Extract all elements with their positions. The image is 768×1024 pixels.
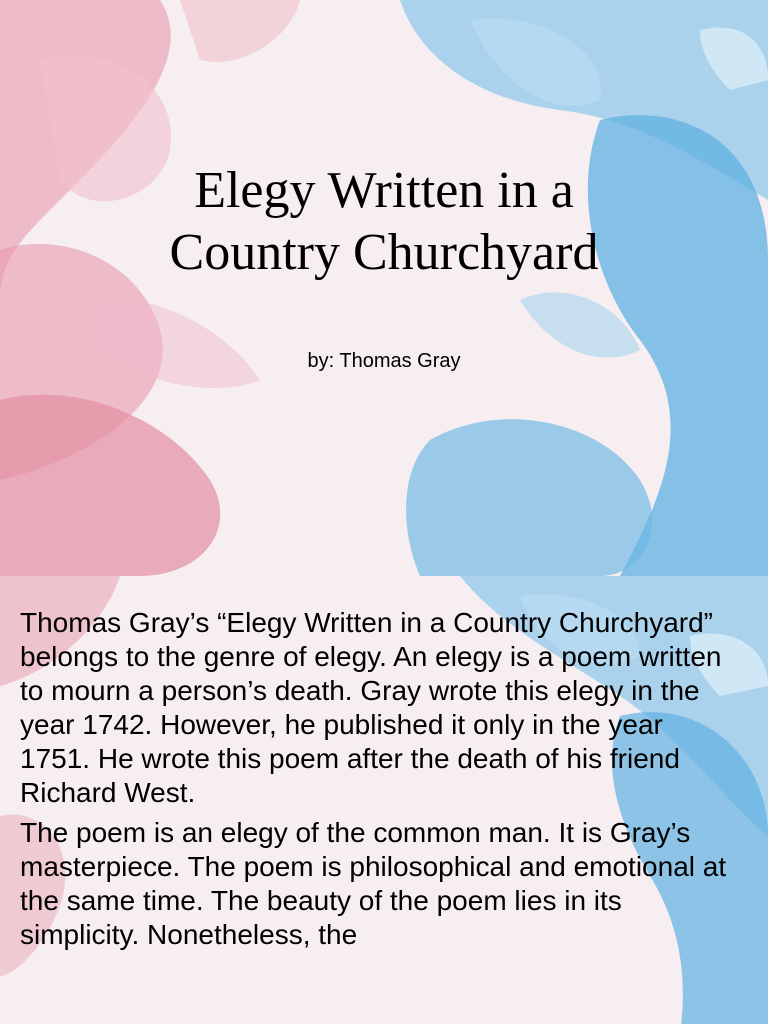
- slide-body: [20, 606, 740, 958]
- content-slide: [0, 576, 768, 1024]
- paragraph-1: Thomas Gray’s “Elegy Written in a Country Churchyard” belongs to the genre of elegy. An elegy is a poem written to mourn a person’s death. Gray wrote this elegy in the year 1742. However, he published it only in the year 1751. He wrote this poem after the death of his friend Richard West.: [20, 607, 722, 808]
- title-line-1: Elegy Written in a: [194, 162, 574, 219]
- paragraph-2: The poem is an elegy of the common man. It is Gray’s masterpiece. The poem is philosophical and emotional at the same time. The beauty of the poem lies in its simplicity. Nonetheless, the: [20, 817, 727, 950]
- slide-subtitle: by: Thomas Gray: [307, 350, 461, 372]
- title-line-2: Country Churchyard: [169, 224, 599, 281]
- slide-title: [0, 160, 768, 284]
